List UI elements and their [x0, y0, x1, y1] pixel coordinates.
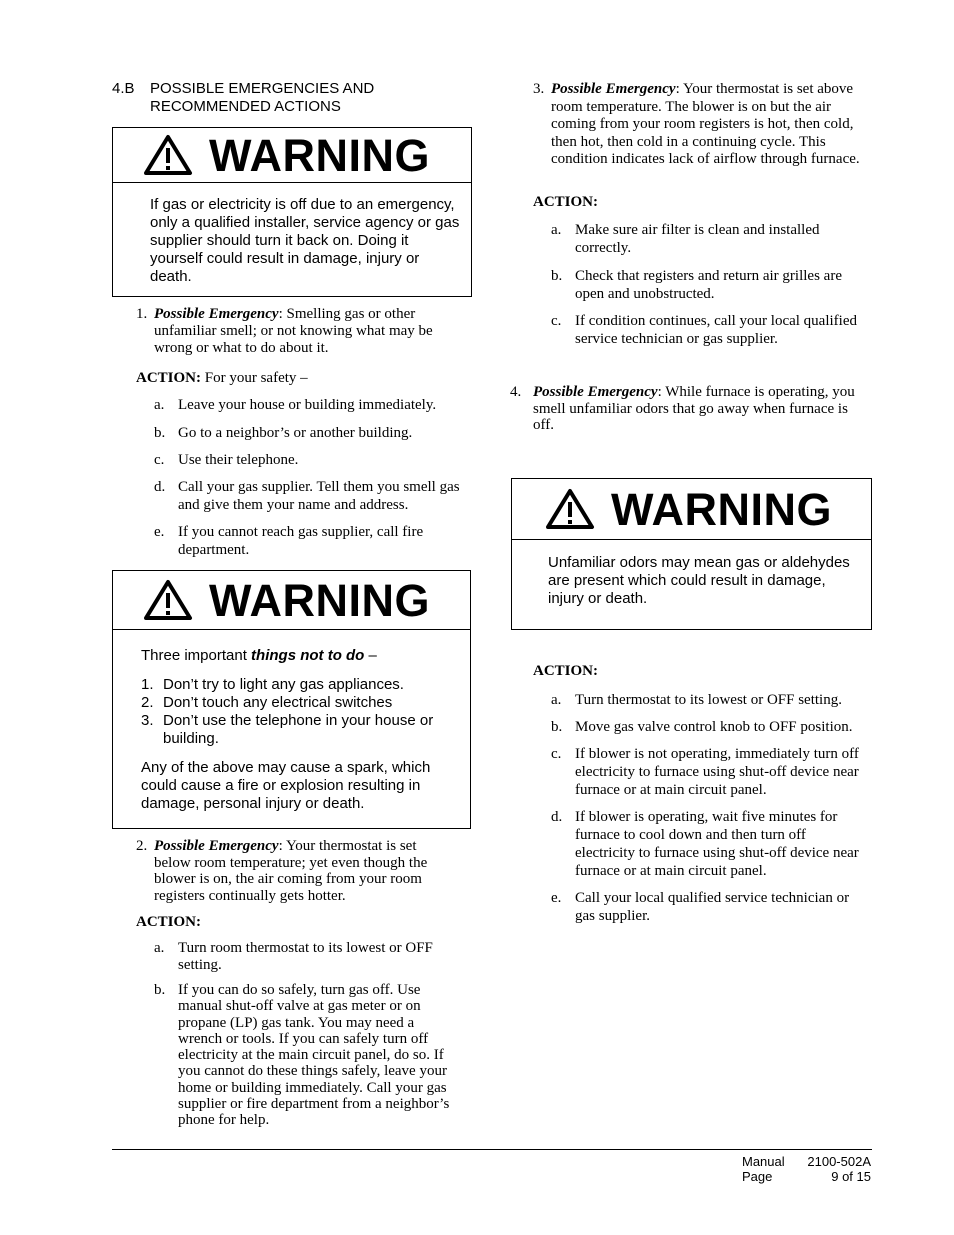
emergency-number: 4.	[510, 384, 522, 400]
emergency-item-4	[510, 384, 870, 436]
emergency-number: 2.	[136, 838, 148, 854]
emergency-label: Possible Emergency	[551, 81, 676, 97]
footer-divider	[112, 1149, 872, 1150]
action-heading: ACTION: For your safety –	[136, 370, 308, 386]
emergency-label: Possible Emergency	[154, 838, 279, 854]
warning-triangle-icon	[545, 488, 595, 530]
action-heading: ACTION:	[136, 914, 202, 930]
footer-manual-label: Manual	[742, 1154, 785, 1169]
emergency-item-1	[136, 306, 466, 358]
warning-heading: WARNING	[611, 483, 832, 535]
emergency-description: : Smelling gas or other unfamiliar smell; or not knowing what may be wrong or what to do about it.	[154, 306, 433, 356]
emergency-description: : Your thermostat is set above room temperature. The blower is on but the air coming from your room registers is hot, then cold, then hot, then cold in a continuing cycle. This condition indicates lack of airflow through furnace.	[551, 81, 860, 168]
warning-header	[113, 571, 470, 630]
emergency-number: 3.	[533, 81, 545, 97]
footer-manual-number: 2100-502A	[807, 1154, 871, 1169]
emergency-description: : While furnace is operating, you smell unfamiliar odors that go away when furnace is off.	[533, 384, 855, 433]
emergency-item-3	[533, 81, 868, 185]
warning-emphasis: things not to do	[251, 647, 365, 664]
action-heading: ACTION:	[533, 194, 599, 210]
warning-intro: Three important things not to do –	[141, 647, 377, 664]
warning-triangle-icon	[143, 579, 193, 621]
action-note: For your safety –	[204, 370, 308, 386]
warning-header	[512, 479, 871, 540]
warning-heading: WARNING	[209, 129, 430, 181]
warning-triangle-icon	[143, 134, 193, 176]
warning-box-things-not-to-do: WARNING Three important things not to do – 1. Don’t try to light any gas appliances. 2. Don’t touch any electrical switches 3. Don’t use the telephone in your house or building. Any of the above may cause a spark, which could cause a fire or explosion resulting in damage, personal injury or death.	[112, 570, 471, 829]
warning-box-unfamiliar-odors	[511, 478, 872, 630]
footer-page-number: 9 of 15	[831, 1169, 871, 1184]
emergency-number: 1.	[136, 306, 148, 322]
warning-box-gas-electricity	[112, 127, 472, 297]
warning-header	[113, 128, 471, 183]
section-title: POSSIBLE EMERGENCIES AND RECOMMENDED ACTIONS	[150, 80, 375, 115]
emergency-label: Possible Emergency	[154, 306, 279, 322]
emergency-description: : Your thermostat is set below room temperature; yet even though the blower is on, the air coming from your room registers continually gets hotter.	[154, 838, 428, 904]
emergency-label: Possible Emergency	[533, 384, 658, 400]
emergency-item-2	[136, 838, 466, 906]
footer-page-label: Page	[742, 1169, 773, 1184]
warning-closing: Any of the above may cause a spark, which could cause a fire or explosion resulting in damage, personal injury or death.	[141, 759, 431, 812]
action-heading: ACTION:	[533, 663, 599, 679]
warning-text: Unfamiliar odors may mean gas or aldehydes are present which could result in damage, injury or death.	[548, 554, 850, 607]
section-number: 4.B	[112, 80, 135, 97]
warning-text: If gas or electricity is off due to an emergency, only a qualified installer, service agency or gas supplier should turn it back on. Doing it yourself could result in damage, injury or death.	[150, 196, 460, 285]
warning-heading: WARNING	[209, 574, 430, 626]
